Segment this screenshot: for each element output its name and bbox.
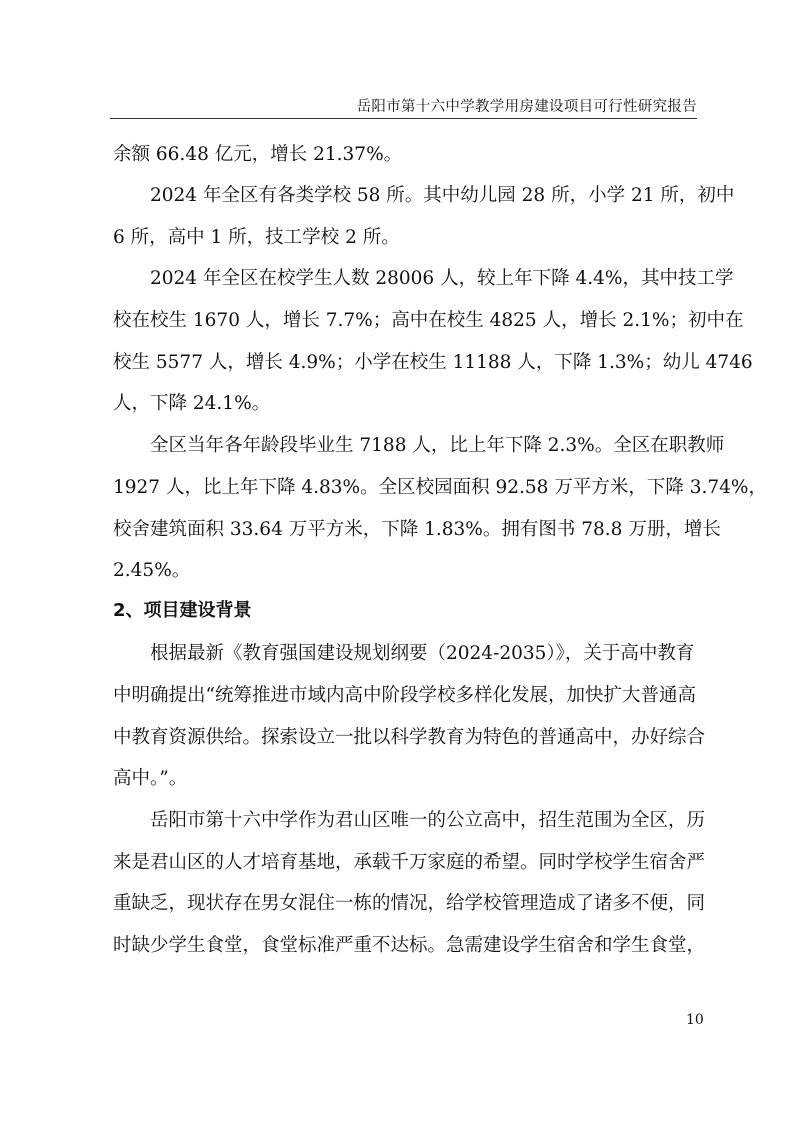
text-line: 来是君山区的人才培育基地，承载千万家庭的希望。同时学校学生宿舍严	[113, 852, 706, 873]
text-line: 6 所，高中 1 所，技工学校 2 所。	[113, 227, 400, 248]
text-line: 重缺乏，现状存在男女混住一栋的情况，给学校管理造成了诸多不便，同	[113, 893, 706, 914]
text-line: 2024 年全区有各类学校 58 所。其中幼儿园 28 所，小学 21 所，初中	[150, 185, 735, 206]
section-heading: 2、项目建设背景	[113, 600, 252, 621]
text-line: 2.45%。	[113, 560, 191, 581]
text-line: 中教育资源供给。探索设立一批以科学教育为特色的普通高中，办好综合	[113, 727, 706, 748]
header-title: 岳阳市第十六中学教学用房建设项目可行性研究报告	[356, 99, 697, 115]
text-line: 2024 年全区在校学生人数 28006 人，较上年下降 4.4%，其中技工学	[150, 268, 734, 289]
page-number: 10	[686, 1012, 704, 1028]
text-line: 高中。”。	[113, 768, 188, 789]
text-line: 校生 5577 人，增长 4.9%；小学在校生 11188 人，下降 1.3%；幼儿 4746	[113, 352, 753, 373]
text-line: 根据最新《教育强国建设规划纲要（2024-2035）》，关于高中教育	[150, 643, 695, 664]
text-line: 余额 66.48 亿元，增长 21.37%。	[113, 144, 403, 165]
text-line: 校舍建筑面积 33.64 万平方米，下降 1.83%。拥有图书 78.8 万册，增长	[113, 519, 721, 540]
text-line: 中明确提出“统筹推进市域内高中阶段学校多样化发展，加快扩大普通高	[113, 685, 696, 706]
text-line: 人，下降 24.1%。	[113, 393, 271, 414]
text-line: 时缺少学生食堂，食堂标准严重不达标。急需建设学生宿舍和学生食堂，	[113, 935, 706, 956]
text-line: 全区当年各年龄段毕业生 7188 人，比上年下降 2.3%。全区在职教师	[150, 435, 725, 456]
text-line: 岳阳市第十六中学作为君山区唯一的公立高中，招生范围为全区，历	[150, 810, 706, 831]
page-header	[110, 94, 697, 119]
text-line: 1927 人，比上年下降 4.83%。全区校园面积 92.58 万平方米，下降 3.74%，	[113, 477, 767, 498]
text-line: 校在校生 1670 人，增长 7.7%；高中在校生 4825 人，增长 2.1%；初中在	[113, 310, 744, 331]
